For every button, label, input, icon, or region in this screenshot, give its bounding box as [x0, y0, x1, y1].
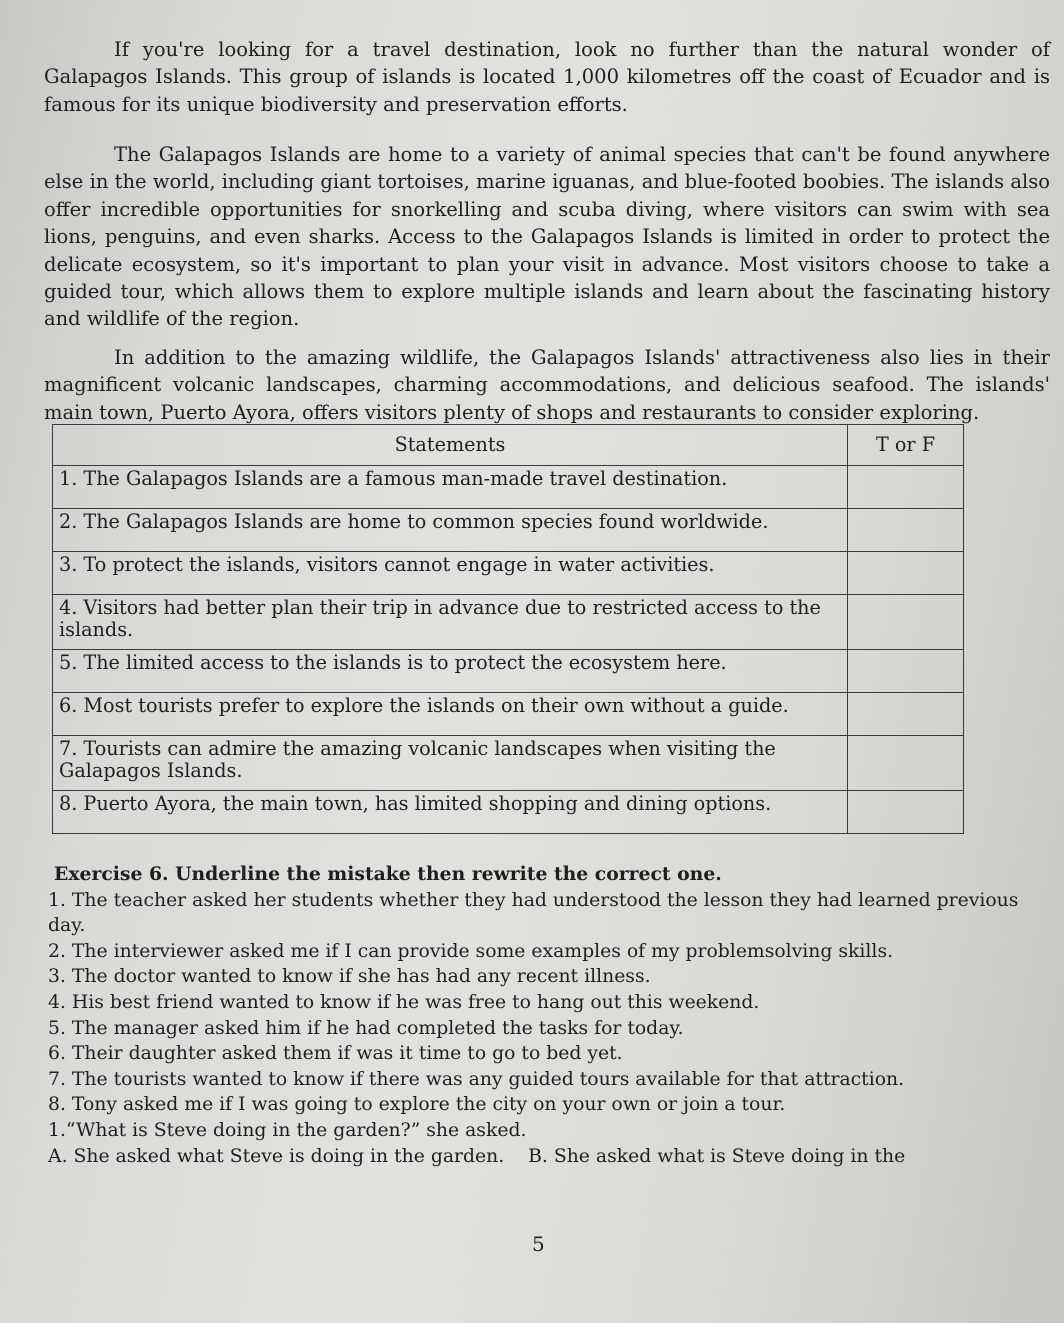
statements-header: Statements: [53, 425, 848, 466]
true-false-table: [52, 424, 964, 834]
table-row: [53, 595, 964, 650]
exercise-item: 4. His best friend wanted to know if he was free to hang out this weekend.: [48, 991, 760, 1013]
statement-cell: 8. Puerto Ayora, the main town, has limited shopping and dining options.: [53, 791, 848, 834]
table-row: [53, 509, 964, 552]
answer-cell[interactable]: [847, 650, 963, 693]
statement-cell: 5. The limited access to the islands is to protect the ecosystem here.: [53, 650, 848, 693]
answer-cell[interactable]: [847, 509, 963, 552]
exercise-heading: Exercise 6. Underline the mistake then rewrite the correct one.: [54, 863, 722, 885]
answer-cell[interactable]: [847, 791, 963, 834]
answer-cell[interactable]: [847, 693, 963, 736]
statement-cell: 2. The Galapagos Islands are home to common species found worldwide.: [53, 509, 848, 552]
table-row: [53, 650, 964, 693]
passage-paragraph-3: In addition to the amazing wildlife, the Galapagos Islands' attractiveness also lies in their magnificent volcanic landscapes, charming accommodations, and delicious seafood. The islands' main town, Puerto Ayora, offers visitors plenty of shops and restaurants to consider exploring.: [44, 346, 1050, 424]
answer-cell[interactable]: [847, 552, 963, 595]
table-row: [53, 791, 964, 834]
statement-cell: 6. Most tourists prefer to explore the islands on their own without a guide.: [53, 693, 848, 736]
answer-cell[interactable]: [847, 595, 963, 650]
table-header-row: [53, 425, 964, 466]
table-row: [53, 552, 964, 595]
exercise-item: 1. The teacher asked her students whether they had understood the lesson they had learned previous day.: [48, 889, 1019, 937]
statement-cell: 1. The Galapagos Islands are a famous man-made travel destination.: [53, 466, 848, 509]
exercise-item: 6. Their daughter asked them if was it time to go to bed yet.: [48, 1043, 623, 1065]
exercise-item: 7. The tourists wanted to know if there was any guided tours available for that attraction.: [48, 1068, 905, 1090]
table-row: [53, 466, 964, 509]
statement-cell: 7. Tourists can admire the amazing volcanic landscapes when visiting the Galapagos Islands.: [53, 736, 848, 791]
passage-paragraph-2: The Galapagos Islands are home to a variety of animal species that can't be found anywhere else in the world, including giant tortoises, marine iguanas, and blue-footed boobies. The islands also offer incredible opportunities for snorkelling and scuba diving, where visitors can swim with sea lions, penguins, and even sharks. Access to the Galapagos Islands is limited in order to protect the delicate ecosystem, so it's important to plan your visit in advance. Most visitors choose to take a guided tour, which allows them to explore multiple islands and learn about the fascinating history and wildlife of the region.: [44, 143, 1050, 331]
passage-paragraph-1: If you're looking for a travel destination, look no further than the natural wonder of Galapagos Islands. This group of islands is located 1,000 kilometres off the coast of Ecuador and is famous for its unique biodiversity and preservation efforts.: [44, 38, 1050, 116]
t-or-f-header: T or F: [847, 425, 963, 466]
exercise-item: 5. The manager asked him if he had completed the tasks for today.: [48, 1017, 684, 1039]
exercise-item: A. She asked what Steve is doing in the garden. B. She asked what is Steve doing in the: [48, 1145, 906, 1167]
exercise-item: 3. The doctor wanted to know if she has had any recent illness.: [48, 966, 651, 988]
exercise-6: [48, 862, 1048, 1169]
page-number: 5: [532, 1232, 545, 1256]
table-row: [53, 693, 964, 736]
statement-cell: 4. Visitors had better plan their trip in advance due to restricted access to the islands.: [53, 595, 848, 650]
statement-cell: 3. To protect the islands, visitors cannot engage in water activities.: [53, 552, 848, 595]
exercise-item: 8. Tony asked me if I was going to explore the city on your own or join a tour.: [48, 1094, 786, 1116]
exercise-item: 1.“What is Steve doing in the garden?” she asked.: [48, 1119, 527, 1141]
exercise-item: 2. The interviewer asked me if I can provide some examples of my problemsolving skills.: [48, 940, 894, 962]
answer-cell[interactable]: [847, 466, 963, 509]
table-row: [53, 736, 964, 791]
answer-cell[interactable]: [847, 736, 963, 791]
